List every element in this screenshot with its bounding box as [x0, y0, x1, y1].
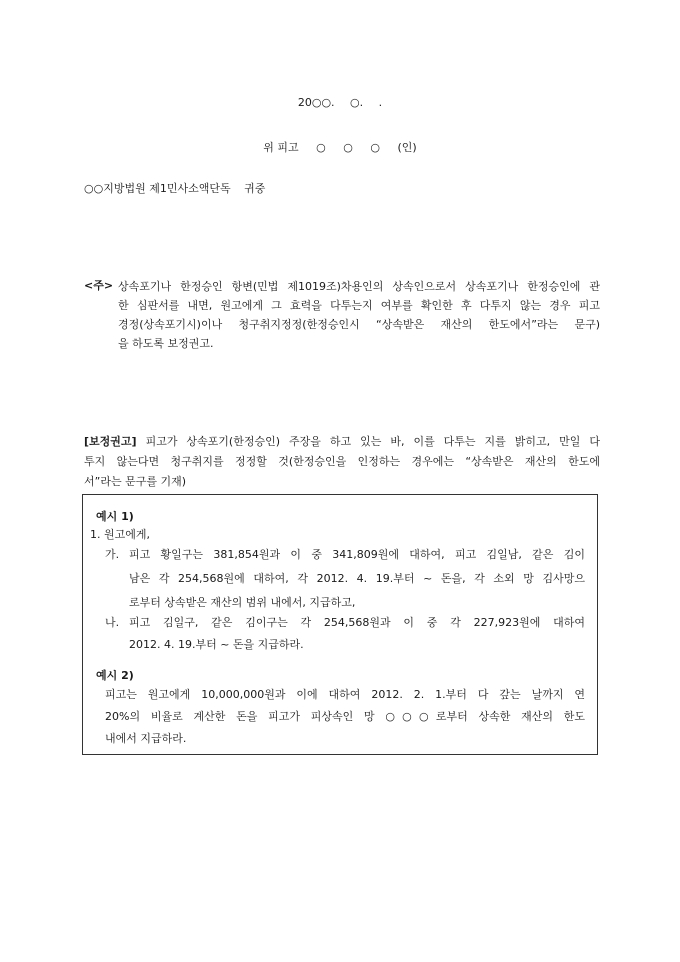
example1-item-b-marker: 나.: [105, 616, 120, 629]
note-line: 상속포기나 한정승인 항변(민법 제1019조)차용인의 상속인으로서 상속포기나 한정승인에 관: [118, 280, 600, 293]
example1-item-a-line: 로부터 상속받은 재산의 범위 내에서, 지급하고,: [129, 596, 356, 609]
recommendation-line: 서”라는 문구를 기재): [84, 475, 186, 488]
name-mark: ○: [316, 141, 326, 154]
date-year: 20○○.: [297, 96, 335, 109]
note-tag: <주>: [84, 279, 114, 292]
example1-item-b-line: 피고 김일구, 같은 김이구는 각 254,568원과 이 중 각 227,923원에 대하여: [129, 616, 585, 629]
example2-title: 예시 2): [96, 669, 134, 682]
note-block: [84, 277, 600, 353]
court-addressee: [84, 180, 275, 196]
name-mark: ○: [370, 141, 380, 154]
example1-item-a-line: 남은 각 254,568원에 대하여, 각 2012. 4. 19.부터 ~ 돈을, 각 소외 망 김사망으: [129, 572, 585, 585]
date-line: [0, 96, 680, 109]
note-line: 한 심판서를 내면, 원고에게 그 효력을 다투는지 여부를 확인한 후 다투지 않는 경우 피고: [118, 299, 600, 312]
seal-mark: (인): [397, 141, 417, 154]
signer-role: 위 피고: [263, 141, 299, 154]
date-day: .: [378, 96, 383, 109]
note-line: 을 하도록 보정권고.: [118, 337, 214, 350]
recommendation-tag: [보정권고]: [84, 435, 137, 448]
recommendation-line: [84, 432, 600, 452]
note-line: 경정(상속포기시)이나 청구취지정정(한정승인시 “상속받은 재산의 한도에서”라는 문구): [118, 318, 600, 331]
recommendation-line: 투지 않는다면 청구취지를 정정할 것(한정승인을 인정하는 경우에는 “상속받은 재산의 한도에: [84, 455, 600, 468]
example1-title: 예시 1): [96, 510, 134, 523]
example1-intro: 1. 원고에게,: [90, 528, 150, 541]
signature-line: [0, 139, 680, 155]
example1-item-a-line: 피고 황일구는 381,854원과 이 중 341,809원에 대하여, 피고 김일남, 같은 김이: [129, 548, 585, 561]
name-mark: ○: [343, 141, 353, 154]
examples-box: [82, 494, 598, 755]
example2-line: 피고는 원고에게 10,000,000원과 이에 대하여 2012. 2. 1.부터 다 갚는 날까지 연: [105, 688, 585, 701]
recommendation-block: [84, 432, 600, 492]
court-name: ○○지방법원 제1민사소액단독: [84, 182, 231, 195]
recommendation-text: 피고가 상속포기(한정승인) 주장을 하고 있는 바, 이를 다투는 지를 밝히고, 만일 다: [145, 435, 601, 448]
example2-line: 내에서 지급하라.: [105, 732, 187, 745]
example1-item-b-line: 2012. 4. 19.부터 ~ 돈을 지급하라.: [129, 638, 304, 651]
date-month: ○.: [350, 96, 364, 109]
example2-line: 20%의 비율로 계산한 돈을 피고가 피상속인 망 ○○○로부터 상속한 재산의 한도: [105, 710, 585, 723]
example1-item-a-marker: 가.: [105, 548, 120, 561]
court-suffix: 귀중: [244, 182, 266, 195]
